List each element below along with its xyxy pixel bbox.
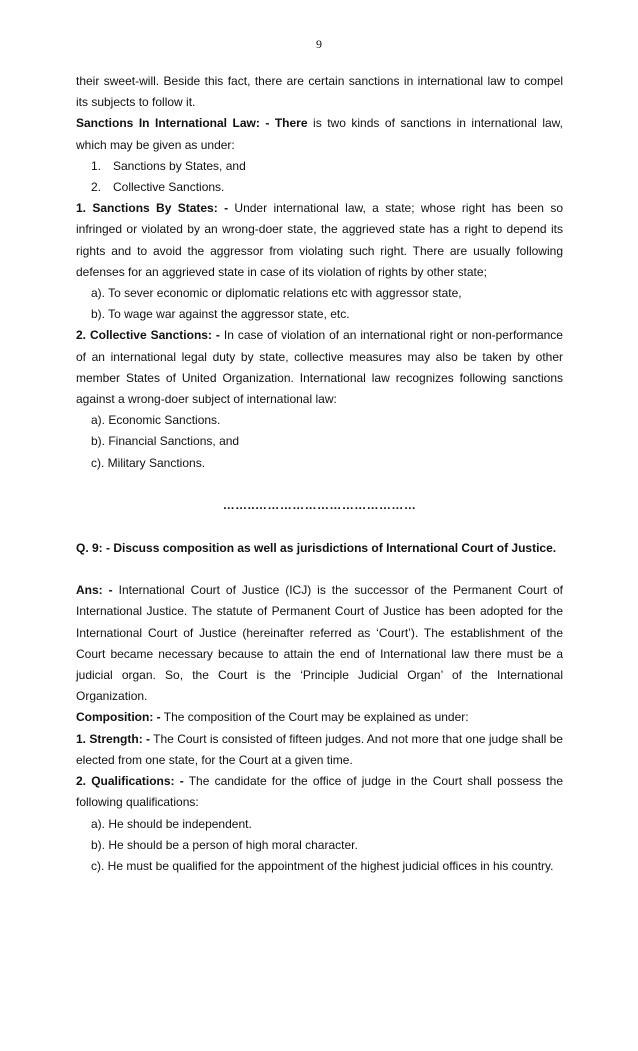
list-item: b). Financial Sanctions, and [91, 434, 240, 449]
list-item: a). To sever economic or diplomatic relations etc with aggressor state, [91, 286, 462, 301]
collective-heading: 2. Collective Sanctions: - [76, 328, 220, 343]
sanctions-heading: Sanctions In International Law: - There [76, 116, 308, 131]
answer-text: International Court of Justice (ICJ) is the successor of the Permanent Court of International Justice. The statute of Permanent Court of Justice has been adopted for the International Court of Justice (hereinafter referred as ‘Court’). The establishment of the Court became necessary because to attain the end of International law there must be a judicial organ. So, the Court is the ‘Principle Judicial Organ’ of the International Organization. [76, 583, 564, 704]
list-item [91, 156, 563, 177]
states-text: Under international law, a state; whose right has been so infringed or violated by an wrong-doer state, the aggrieved state has a right to depend its rights and to avoid the aggressor from violating such right. There are usually following defenses for an aggrieved state in case of its violation of rights by other state; [76, 201, 563, 279]
composition-text: The composition of the Court may be explained as under: [160, 710, 469, 725]
strength-text: The Court is consisted of fifteen judges. And not more that one judge shall be elected from one state, for the Court at a given time. [76, 731, 563, 767]
strength-heading: 1. Strength: - [76, 731, 151, 746]
states-heading: 1. Sanctions By States: - [76, 201, 229, 216]
page-body [76, 71, 563, 877]
question-heading [76, 538, 563, 559]
answer-heading: Ans: - [76, 583, 113, 598]
answer-paragraph [76, 580, 563, 707]
collective-paragraph [76, 325, 563, 410]
qualifications-paragraph [76, 771, 563, 813]
list-text: Collective Sanctions. [113, 180, 225, 195]
list-text: Sanctions by States, and [113, 158, 246, 173]
list-item: b). To wage war against the aggressor state, etc. [91, 307, 350, 322]
spacer [76, 559, 563, 580]
collective-text: In case of violation of an international right or non-performance of an international legal duty by state, collective measures may also be taken by other member States of United Organization. International law recognizes following sanctions against a wrong-doer subject of international law: [76, 328, 563, 407]
section-separator: ……..………………………………… [222, 497, 417, 512]
spacer [76, 474, 563, 495]
spacer [76, 516, 563, 538]
sanctions-paragraph [76, 113, 563, 155]
list-number: 2. [91, 180, 102, 195]
qualifications-text: The candidate for the office of judge in the Court shall possess the following qualifications: [76, 774, 563, 810]
composition-paragraph [76, 707, 563, 728]
intro-paragraph: their sweet-will. Beside this fact, there are certain sanctions in international law to compel its subjects to follow it. [76, 74, 563, 110]
states-paragraph [76, 198, 563, 283]
list-item: c). He must be qualified for the appointment of the highest judicial offices in his country. [91, 858, 554, 873]
list-item: a). He should be independent. [91, 816, 252, 831]
list-item: c). Military Sanctions. [91, 455, 206, 470]
list-item: a). Economic Sanctions. [91, 413, 221, 428]
page-number: 9 [316, 37, 322, 51]
qualifications-heading: 2. Qualifications: - [76, 774, 184, 789]
list-item [91, 177, 563, 198]
question-text: Q. 9: - Discuss composition as well as jurisdictions of International Court of Justice. [76, 541, 557, 556]
composition-heading: Composition: - [76, 710, 161, 725]
sanctions-text: is two kinds of sanctions in international law, which may be given as under: [76, 116, 563, 152]
list-number: 1. [91, 158, 102, 173]
list-item: b). He should be a person of high moral character. [91, 837, 358, 852]
strength-paragraph [76, 729, 563, 771]
